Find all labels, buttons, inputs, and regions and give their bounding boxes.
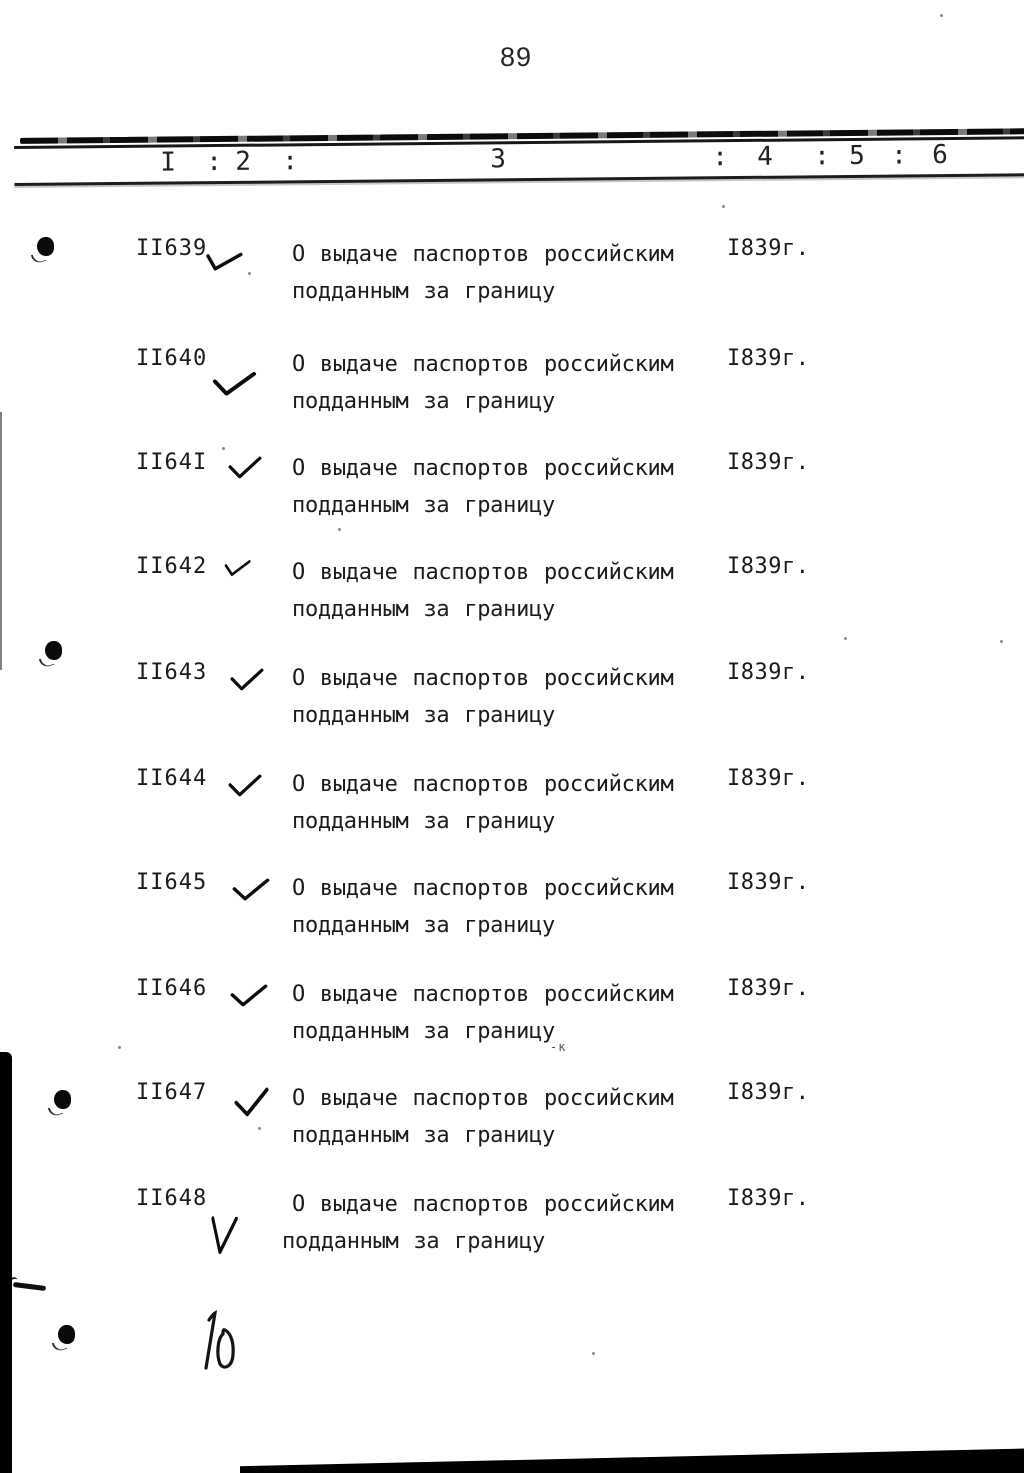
- record-subject: [292, 450, 673, 524]
- record-subject-line2: подданным за границу: [292, 279, 555, 304]
- margin-bullet-icon: [54, 1090, 71, 1109]
- record-subject-line1: О выдаче паспортов российским: [292, 772, 674, 797]
- scan-speck: [940, 14, 943, 17]
- record-subject: [292, 346, 673, 420]
- record-row: [0, 554, 1024, 654]
- column-label-3: 3: [490, 144, 507, 175]
- record-row: [0, 870, 1024, 970]
- record-number: II646: [136, 976, 208, 1001]
- margin-bullet-icon: [37, 237, 54, 256]
- scan-bottom-shadow: [240, 1447, 1024, 1473]
- scan-speck: [222, 447, 225, 450]
- scan-speck: [1000, 640, 1003, 643]
- handwritten-number: [193, 1310, 245, 1374]
- column-label-4: 4: [757, 141, 774, 172]
- margin-bullet-icon: [45, 641, 62, 660]
- record-subject-line1: О выдаче паспортов российским: [292, 242, 674, 267]
- column-label-5: 5: [849, 140, 866, 171]
- record-number: II640: [136, 346, 208, 371]
- checkmark-icon: [232, 878, 270, 902]
- checkmark-icon: [230, 984, 268, 1008]
- scan-speck: [248, 272, 251, 275]
- record-row: [0, 1186, 1024, 1286]
- record-number: II644: [136, 766, 208, 791]
- checkmark-icon: [223, 556, 252, 579]
- record-subject-line1: О выдаче паспортов российским: [292, 876, 674, 901]
- checkmark-icon: [233, 1087, 271, 1119]
- scan-speck: [844, 637, 847, 640]
- scan-edge-line: [0, 412, 2, 670]
- record-subject-line2: подданным за границу: [292, 493, 555, 518]
- record-year: I839г.: [727, 236, 810, 261]
- record-row: [0, 976, 1024, 1076]
- record-number: II645: [136, 870, 208, 895]
- record-subject: [282, 1186, 674, 1260]
- record-year: I839г.: [727, 1080, 810, 1105]
- checkmark-icon: [228, 774, 262, 798]
- record-number: II643: [136, 660, 208, 685]
- record-subject-line2: подданным за границу: [292, 913, 555, 938]
- column-separator: :: [206, 147, 223, 178]
- column-separator: :: [282, 146, 299, 177]
- record-row: [0, 1080, 1024, 1180]
- record-subject-line2: подданным за границу: [292, 1123, 555, 1148]
- record-subject: [292, 976, 673, 1050]
- record-subject: [292, 236, 673, 310]
- record-subject-line2: подданным за границу: [292, 597, 555, 622]
- record-row: [0, 660, 1024, 760]
- record-year: I839г.: [727, 450, 810, 475]
- scan-edge-strip: [0, 1052, 12, 1473]
- record-year: I839г.: [727, 346, 810, 371]
- record-subject: [292, 660, 673, 734]
- column-separator: :: [712, 142, 729, 173]
- column-separator: :: [814, 141, 831, 172]
- checkmark-icon: [228, 456, 262, 480]
- record-year: I839г.: [727, 870, 810, 895]
- record-row: [0, 450, 1024, 550]
- record-subject: [292, 766, 673, 840]
- scan-speck: [258, 1127, 261, 1130]
- record-subject-line1: О выдаче паспортов российским: [292, 456, 674, 481]
- scan-speck: [592, 1352, 595, 1355]
- stray-typed-mark: -к: [550, 1040, 567, 1054]
- margin-bullet-icon: [58, 1325, 75, 1344]
- record-subject-line1: О выдаче паспортов российским: [292, 352, 674, 377]
- checkmark-icon: [230, 668, 264, 692]
- scan-speck: [338, 528, 341, 531]
- record-subject-line1: О выдаче паспортов российским: [292, 666, 674, 691]
- record-number: II64I: [136, 450, 208, 475]
- record-year: I839г.: [727, 976, 810, 1001]
- scan-speck: [118, 1046, 121, 1049]
- record-year: I839г.: [727, 660, 810, 685]
- record-subject: [292, 554, 673, 628]
- record-subject-line1: О выдаче паспортов российским: [292, 1192, 674, 1217]
- record-subject-line2: подданным за границу: [292, 1019, 555, 1044]
- record-subject: [292, 1080, 673, 1154]
- record-subject-line1: О выдаче паспортов российским: [292, 1086, 674, 1111]
- record-year: I839г.: [727, 554, 810, 579]
- record-subject-line2: подданным за границу: [292, 809, 555, 834]
- checkmark-icon: [211, 368, 257, 399]
- checkmark-icon: [207, 1215, 240, 1255]
- record-row: [0, 346, 1024, 446]
- record-year: I839г.: [727, 1186, 810, 1211]
- record-number: II642: [136, 554, 208, 579]
- record-year: I839г.: [727, 766, 810, 791]
- record-number: II639: [136, 236, 208, 261]
- record-subject: [292, 870, 673, 944]
- record-subject-line2: подданным за границу: [292, 389, 555, 414]
- record-subject-line1: О выдаче паспортов российским: [292, 560, 674, 585]
- record-subject-line2: подданным за границу: [292, 703, 555, 728]
- scan-speck: [722, 205, 725, 208]
- column-label-1: I: [160, 147, 177, 178]
- column-separator: :: [891, 140, 908, 171]
- table-header: [14, 126, 1024, 194]
- page-number: 89: [500, 42, 533, 72]
- record-number: II647: [136, 1080, 208, 1105]
- column-label-6: 6: [932, 140, 949, 171]
- record-number: II648: [136, 1186, 208, 1211]
- record-subject-line2: подданным за границу: [282, 1229, 545, 1254]
- column-label-2: 2: [235, 146, 252, 177]
- record-row: [0, 236, 1024, 336]
- checkmark-icon: [202, 244, 243, 278]
- record-row: [0, 766, 1024, 866]
- record-subject-line1: О выдаче паспортов российским: [292, 982, 674, 1007]
